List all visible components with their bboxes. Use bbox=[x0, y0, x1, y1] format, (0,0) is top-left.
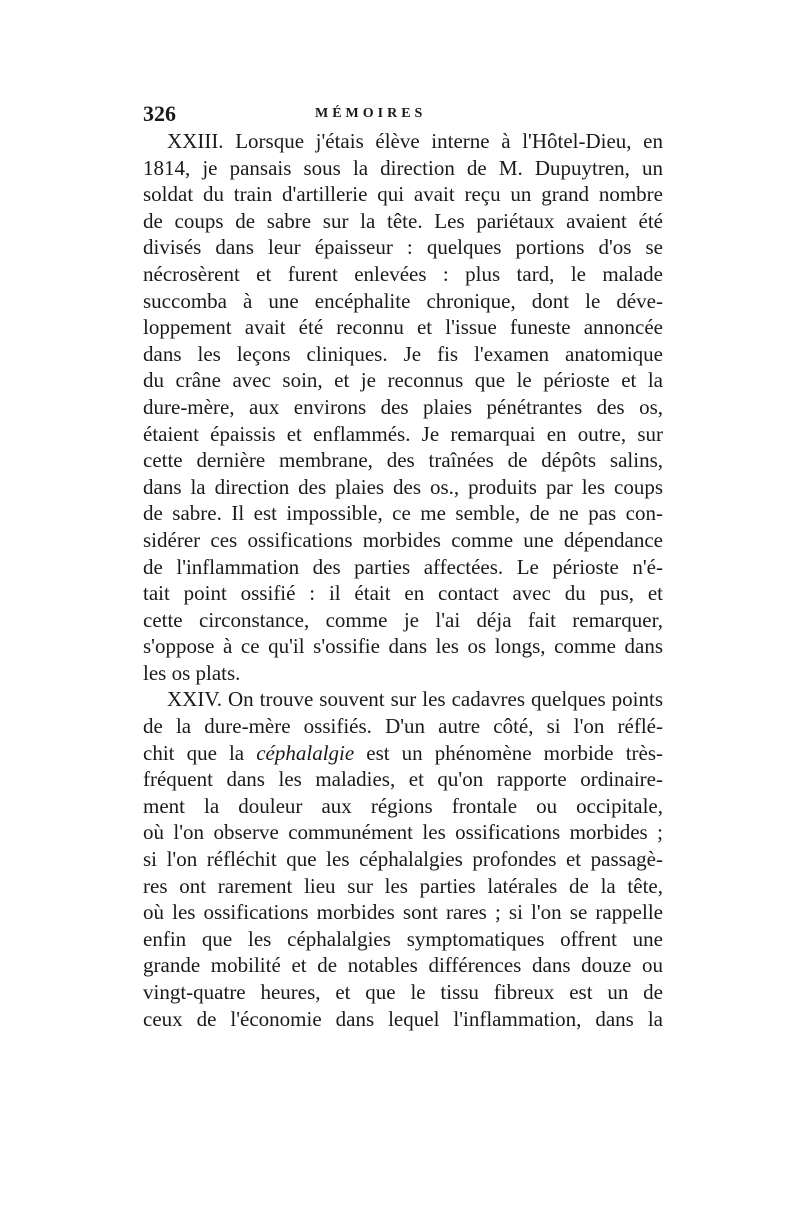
text-line: divisés dans leur épaisseur : quelques portions d'os se bbox=[143, 235, 663, 260]
text-line: dans les leçons cliniques. Je fis l'examen anatomique bbox=[143, 341, 663, 366]
text-line: ceux de l'économie dans lequel l'inflammation, dans la bbox=[143, 1006, 663, 1031]
text-line: si l'on réfléchit que les céphalalgies profondes et passagè- bbox=[143, 847, 663, 872]
text-line: s'oppose à ce qu'il s'ossifie dans les os longs, comme dans bbox=[143, 634, 663, 659]
paragraph-xxiv bbox=[143, 686, 663, 1032]
text-line: où l'on observe communément les ossifications morbides ; bbox=[143, 820, 663, 845]
text-line: 1814, je pansais sous la direction de M. Dupuytren, un bbox=[143, 155, 663, 180]
text-line: de sabre. Il est impossible, ce me semble, de ne pas con- bbox=[143, 501, 663, 526]
paragraph-xxiii bbox=[143, 128, 663, 686]
text-line: XXIII. Lorsque j'étais élève interne à l'Hôtel-Dieu, en bbox=[167, 129, 663, 153]
text-line: vingt-quatre heures, et que le tissu fibreux est un de bbox=[143, 980, 663, 1004]
text-line: cette dernière membrane, des traînées de dépôts salins, bbox=[143, 448, 663, 473]
text-line: dans la direction des plaies des os., produits par les coups bbox=[143, 474, 663, 499]
running-head: MÉMOIRES bbox=[315, 106, 427, 121]
italic-term: céphalalgie bbox=[256, 740, 355, 765]
text-line: de la dure-mère ossifiés. D'un autre côté, si l'on réflé- bbox=[143, 714, 663, 739]
body-text bbox=[143, 128, 663, 1032]
page-number: 326 bbox=[143, 101, 176, 126]
text-line: les os plats. bbox=[143, 660, 241, 685]
text-line: loppement avait été reconnu et l'issue funeste annoncée bbox=[143, 315, 663, 340]
text-line: soldat du train d'artillerie qui avait reçu un grand nombre bbox=[143, 182, 663, 207]
text-line: sidérer ces ossifications morbides comme une dépendance bbox=[143, 527, 663, 552]
page-header bbox=[143, 100, 663, 128]
text-line: cette circonstance, comme je l'ai déja fait remarquer, bbox=[143, 607, 663, 632]
text-line: de l'inflammation des parties affectées. Le périoste n'é- bbox=[143, 554, 663, 579]
text-line: nécrosèrent et furent enlevées : plus tard, le malade bbox=[143, 261, 663, 286]
text-line: où les ossifications morbides sont rares ; si l'on se rappelle bbox=[143, 900, 663, 925]
text-line: XXIV. On trouve souvent sur les cadavres quelques points bbox=[167, 687, 663, 712]
text-line: enfin que les céphalalgies symptomatiques offrent une bbox=[143, 926, 663, 951]
text-line: du crâne avec soin, et je reconnus que le périoste et la bbox=[143, 368, 663, 393]
text-fragment: chit que la bbox=[143, 740, 257, 765]
text-line: étaient épaissis et enflammés. Je remarquai en outre, sur bbox=[143, 421, 663, 446]
text-line: tait point ossifié : il était en contact avec du pus, et bbox=[143, 581, 663, 606]
text-line: succomba à une encéphalite chronique, dont le déve- bbox=[143, 288, 663, 313]
text-line bbox=[143, 740, 663, 767]
text-line: de coups de sabre sur la tête. Les pariétaux avaient été bbox=[143, 208, 663, 233]
text-line: dure-mère, aux environs des plaies pénétrantes des os, bbox=[143, 394, 663, 419]
text-line: grande mobilité et de notables différences dans douze ou bbox=[143, 953, 663, 978]
text-line: ment la douleur aux régions frontale ou occipitale, bbox=[143, 793, 663, 818]
text-line: fréquent dans les maladies, et qu'on rapporte ordinaire- bbox=[143, 767, 663, 792]
text-line: res ont rarement lieu sur les parties latérales de la tête, bbox=[143, 873, 663, 898]
text-fragment: est un phénomène morbide très- bbox=[354, 740, 664, 765]
